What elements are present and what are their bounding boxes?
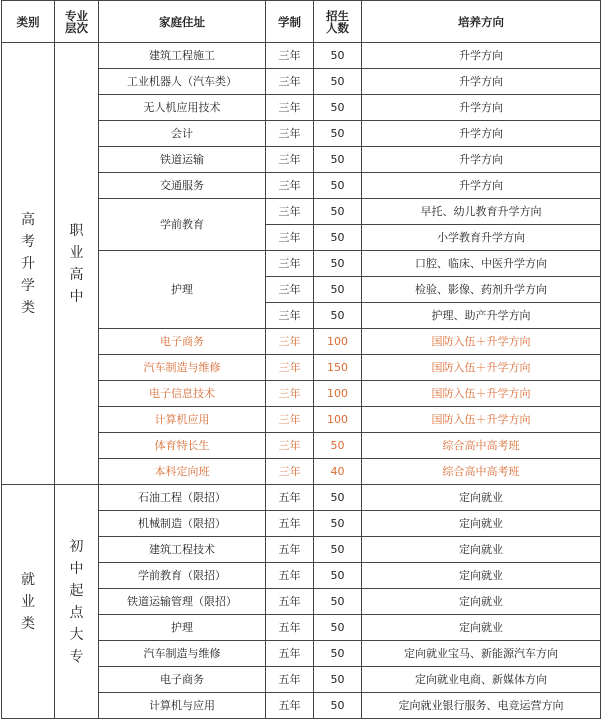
direction-cell: 定向就业 <box>362 485 601 511</box>
count-cell: 100 <box>314 407 362 433</box>
major-cell: 汽车制造与维修 <box>99 355 266 381</box>
years-cell: 五年 <box>266 589 314 615</box>
major-cell: 体育特长生 <box>99 433 266 459</box>
years-cell: 三年 <box>266 277 314 303</box>
years-cell: 三年 <box>266 147 314 173</box>
direction-cell: 国防入伍＋升学方向 <box>362 355 601 381</box>
count-cell: 50 <box>314 199 362 225</box>
years-cell: 三年 <box>266 95 314 121</box>
category-cell: 高 考 升 学 类 <box>2 43 55 485</box>
major-cell: 电子商务 <box>99 329 266 355</box>
count-cell: 50 <box>314 537 362 563</box>
years-cell: 五年 <box>266 511 314 537</box>
years-cell: 五年 <box>266 563 314 589</box>
direction-cell: 综合高中高考班 <box>362 459 601 485</box>
count-cell: 100 <box>314 329 362 355</box>
years-cell: 三年 <box>266 329 314 355</box>
count-cell: 50 <box>314 589 362 615</box>
major-cell: 护理 <box>99 615 266 641</box>
years-cell: 三年 <box>266 355 314 381</box>
count-cell: 50 <box>314 693 362 719</box>
header-direction: 培养方向 <box>362 1 601 43</box>
major-cell: 电子信息技术 <box>99 381 266 407</box>
count-cell: 50 <box>314 303 362 329</box>
years-cell: 五年 <box>266 485 314 511</box>
count-cell: 150 <box>314 355 362 381</box>
years-cell: 三年 <box>266 251 314 277</box>
years-cell: 三年 <box>266 459 314 485</box>
years-cell: 五年 <box>266 667 314 693</box>
direction-cell: 定向就业 <box>362 537 601 563</box>
direction-cell: 国防入伍＋升学方向 <box>362 381 601 407</box>
direction-cell: 国防入伍＋升学方向 <box>362 329 601 355</box>
count-cell: 50 <box>314 43 362 69</box>
years-cell: 三年 <box>266 303 314 329</box>
years-cell: 三年 <box>266 433 314 459</box>
major-cell: 建筑工程施工 <box>99 43 266 69</box>
header-row <box>2 1 601 43</box>
major-cell: 护理 <box>99 251 266 329</box>
years-cell: 三年 <box>266 199 314 225</box>
years-cell: 三年 <box>266 121 314 147</box>
years-cell: 三年 <box>266 69 314 95</box>
count-cell: 50 <box>314 147 362 173</box>
major-cell: 本科定向班 <box>99 459 266 485</box>
major-cell: 计算机应用 <box>99 407 266 433</box>
major-cell: 铁道运输管理（限招） <box>99 589 266 615</box>
count-cell: 50 <box>314 121 362 147</box>
years-cell: 五年 <box>266 641 314 667</box>
count-cell: 50 <box>314 667 362 693</box>
years-cell: 三年 <box>266 43 314 69</box>
count-cell: 50 <box>314 173 362 199</box>
direction-cell: 升学方向 <box>362 173 601 199</box>
major-cell: 交通服务 <box>99 173 266 199</box>
count-cell: 50 <box>314 69 362 95</box>
direction-cell: 口腔、临床、中医升学方向 <box>362 251 601 277</box>
count-cell: 50 <box>314 511 362 537</box>
direction-cell: 综合高中高考班 <box>362 433 601 459</box>
count-cell: 50 <box>314 641 362 667</box>
count-cell: 50 <box>314 615 362 641</box>
major-cell: 机械制造（限招） <box>99 511 266 537</box>
years-cell: 三年 <box>266 381 314 407</box>
major-cell: 工业机器人（汽车类） <box>99 69 266 95</box>
count-cell: 50 <box>314 95 362 121</box>
count-cell: 50 <box>314 563 362 589</box>
years-cell: 五年 <box>266 537 314 563</box>
direction-cell: 升学方向 <box>362 69 601 95</box>
major-cell: 学前教育（限招） <box>99 563 266 589</box>
years-cell: 三年 <box>266 225 314 251</box>
count-cell: 50 <box>314 485 362 511</box>
years-cell: 五年 <box>266 693 314 719</box>
direction-cell: 检验、影像、药剂升学方向 <box>362 277 601 303</box>
major-cell: 会计 <box>99 121 266 147</box>
years-cell: 三年 <box>266 173 314 199</box>
count-cell: 100 <box>314 381 362 407</box>
major-cell: 计算机与应用 <box>99 693 266 719</box>
level-cell: 职 业 高 中 <box>55 43 99 485</box>
direction-cell: 定向就业电商、新媒体方向 <box>362 667 601 693</box>
table-row <box>2 43 601 69</box>
major-cell: 学前教育 <box>99 199 266 251</box>
header-category: 类别 <box>2 1 55 43</box>
direction-cell: 定向就业 <box>362 615 601 641</box>
table-row <box>2 485 601 511</box>
header-major: 家庭住址 <box>99 1 266 43</box>
category-cell: 就 业 类 <box>2 485 55 719</box>
years-cell: 五年 <box>266 615 314 641</box>
header-level: 专业层次 <box>55 1 99 43</box>
major-cell: 石油工程（限招） <box>99 485 266 511</box>
count-cell: 50 <box>314 433 362 459</box>
direction-cell: 定向就业银行服务、电竞运营方向 <box>362 693 601 719</box>
direction-cell: 早托、幼儿教育升学方向 <box>362 199 601 225</box>
major-cell: 无人机应用技术 <box>99 95 266 121</box>
count-cell: 50 <box>314 251 362 277</box>
level-cell: 初 中 起 点 大 专 <box>55 485 99 719</box>
major-cell: 铁道运输 <box>99 147 266 173</box>
header-years: 学制 <box>266 1 314 43</box>
count-cell: 40 <box>314 459 362 485</box>
direction-cell: 国防入伍＋升学方向 <box>362 407 601 433</box>
count-cell: 50 <box>314 225 362 251</box>
direction-cell: 护理、助产升学方向 <box>362 303 601 329</box>
direction-cell: 升学方向 <box>362 95 601 121</box>
direction-cell: 升学方向 <box>362 121 601 147</box>
direction-cell: 升学方向 <box>362 147 601 173</box>
admission-table <box>1 0 601 719</box>
direction-cell: 定向就业 <box>362 589 601 615</box>
direction-cell: 小学教育升学方向 <box>362 225 601 251</box>
major-cell: 建筑工程技术 <box>99 537 266 563</box>
direction-cell: 定向就业宝马、新能源汽车方向 <box>362 641 601 667</box>
major-cell: 电子商务 <box>99 667 266 693</box>
major-cell: 汽车制造与维修 <box>99 641 266 667</box>
direction-cell: 定向就业 <box>362 511 601 537</box>
direction-cell: 定向就业 <box>362 563 601 589</box>
direction-cell: 升学方向 <box>362 43 601 69</box>
years-cell: 三年 <box>266 407 314 433</box>
count-cell: 50 <box>314 277 362 303</box>
header-count: 招生人数 <box>314 1 362 43</box>
